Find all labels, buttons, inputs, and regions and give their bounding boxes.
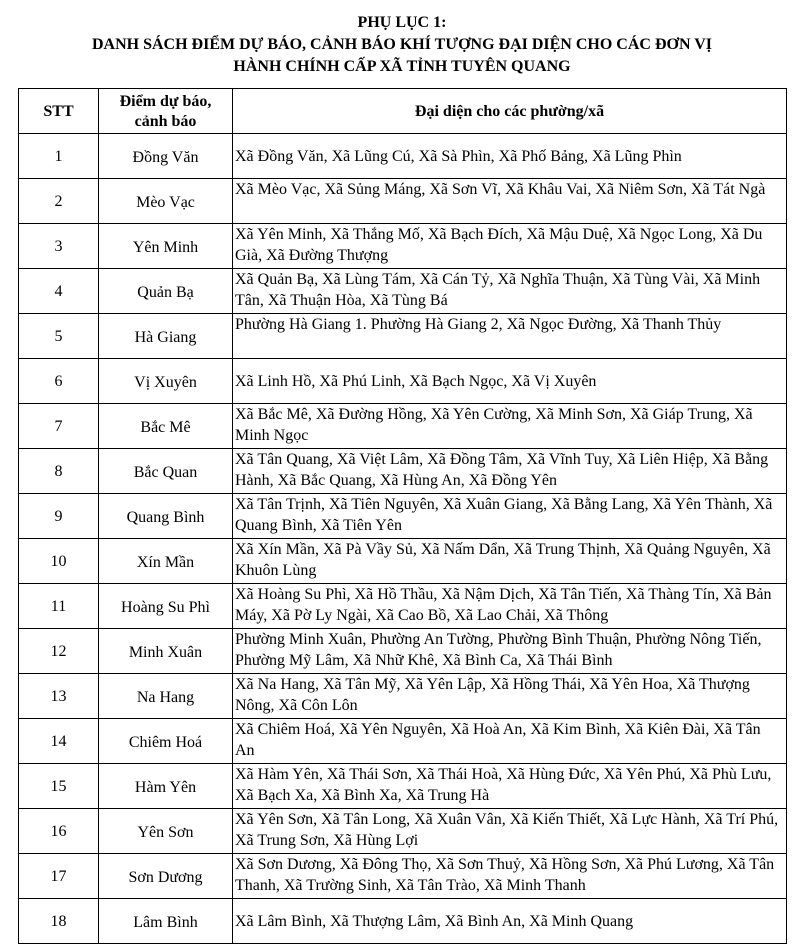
cell-represent: Xã Yên Sơn, Xã Tân Long, Xã Xuân Vân, Xã Kiến Thiết, Xã Lực Hành, Xã Trí Phú, Xã Trung Sơn, Xã Hùng Lợi xyxy=(233,809,787,854)
cell-forecast-point: Bắc Quan xyxy=(99,449,233,494)
cell-forecast-point: Quản Bạ xyxy=(99,269,233,314)
title-line-3: HÀNH CHÍNH CẤP XÃ TỈNH TUYÊN QUANG xyxy=(233,58,571,75)
cell-represent: Xã Sơn Dương, Xã Đông Thọ, Xã Sơn Thuỷ, Xã Hồng Sơn, Xã Phú Lương, Xã Tân Thanh, Xã Trường Sinh, Xã Tân Trào, Xã Minh Thanh xyxy=(233,854,787,899)
cell-forecast-point: Đồng Văn xyxy=(99,134,233,179)
table-row xyxy=(19,314,787,359)
cell-forecast-point: Yên Sơn xyxy=(99,809,233,854)
appendix-label: PHỤ LỤC 1: xyxy=(357,14,447,31)
cell-stt: 5 xyxy=(19,314,99,359)
table-row xyxy=(19,674,787,719)
cell-stt: 9 xyxy=(19,494,99,539)
title-line-2: DANH SÁCH ĐIỂM DỰ BÁO, CẢNH BÁO KHÍ TƯỢNG ĐẠI DIỆN CHO CÁC ĐƠN VỊ xyxy=(91,36,713,53)
cell-stt: 7 xyxy=(19,404,99,449)
cell-forecast-point: Quang Bình xyxy=(99,494,233,539)
cell-represent: Xã Na Hang, Xã Tân Mỹ, Xã Yên Lập, Xã Hồng Thái, Xã Yên Hoa, Xã Thượng Nông, Xã Côn Lôn xyxy=(233,674,787,719)
cell-stt: 3 xyxy=(19,224,99,269)
cell-stt: 14 xyxy=(19,719,99,764)
cell-stt: 6 xyxy=(19,359,99,404)
cell-represent: Xã Linh Hồ, Xã Phú Linh, Xã Bạch Ngọc, Xã Vị Xuyên xyxy=(233,359,787,404)
table-row xyxy=(19,899,787,944)
cell-forecast-point: Yên Minh xyxy=(99,224,233,269)
table-row xyxy=(19,134,787,179)
table-row xyxy=(19,224,787,269)
cell-represent: Xã Bắc Mê, Xã Đường Hồng, Xã Yên Cường, Xã Minh Sơn, Xã Giáp Trung, Xã Minh Ngọc xyxy=(233,404,787,449)
cell-forecast-point: Mèo Vạc xyxy=(99,179,233,224)
cell-stt: 17 xyxy=(19,854,99,899)
cell-stt: 2 xyxy=(19,179,99,224)
cell-forecast-point: Hà Giang xyxy=(99,314,233,359)
table-header-row xyxy=(19,89,787,134)
cell-stt: 1 xyxy=(19,134,99,179)
table-row xyxy=(19,269,787,314)
cell-forecast-point: Chiêm Hoá xyxy=(99,719,233,764)
cell-stt: 15 xyxy=(19,764,99,809)
cell-represent: Xã Mèo Vạc, Xã Sủng Máng, Xã Sơn Vĩ, Xã Khâu Vai, Xã Niêm Sơn, Xã Tát Ngà xyxy=(233,179,787,224)
cell-represent: Xã Lâm Bình, Xã Thượng Lâm, Xã Bình An, Xã Minh Quang xyxy=(233,899,787,944)
cell-stt: 8 xyxy=(19,449,99,494)
table-row xyxy=(19,584,787,629)
table-row xyxy=(19,449,787,494)
cell-represent: Xã Đồng Văn, Xã Lũng Cú, Xã Sà Phìn, Xã Phố Bảng, Xã Lũng Phìn xyxy=(233,134,787,179)
cell-forecast-point: Lâm Bình xyxy=(99,899,233,944)
cell-forecast-point: Hoàng Su Phì xyxy=(99,584,233,629)
cell-stt: 16 xyxy=(19,809,99,854)
table-row xyxy=(19,854,787,899)
header-represent: Đại diện cho các phường/xã xyxy=(233,89,787,134)
cell-stt: 12 xyxy=(19,629,99,674)
header-forecast-point-line2: cảnh báo xyxy=(134,113,197,130)
cell-represent: Xã Yên Minh, Xã Thắng Mố, Xã Bạch Đích, Xã Mậu Duệ, Xã Ngọc Long, Xã Du Già, Xã Đường Thượng xyxy=(233,224,787,269)
cell-represent: Xã Quản Bạ, Xã Lùng Tám, Xã Cán Tỷ, Xã Nghĩa Thuận, Xã Tùng Vài, Xã Minh Tân, Xã Thuận Hòa, Xã Tùng Bá xyxy=(233,269,787,314)
cell-represent: Xã Xín Mần, Xã Pà Vầy Sủ, Xã Nấm Dẩn, Xã Trung Thịnh, Xã Quảng Nguyên, Xã Khuôn Lùng xyxy=(233,539,787,584)
cell-represent: Xã Tân Trịnh, Xã Tiên Nguyên, Xã Xuân Giang, Xã Bằng Lang, Xã Yên Thành, Xã Quang Bình, Xã Tiên Yên xyxy=(233,494,787,539)
cell-represent: Xã Hoàng Su Phì, Xã Hồ Thầu, Xã Nậm Dịch, Xã Tân Tiến, Xã Thàng Tín, Xã Bản Máy, Xã Pờ Ly Ngài, Xã Cao Bồ, Xã Lao Chải, Xã Thông xyxy=(233,584,787,629)
cell-represent: Xã Chiêm Hoá, Xã Yên Nguyên, Xã Hoà An, Xã Kim Bình, Xã Kiên Đài, Xã Tân An xyxy=(233,719,787,764)
header-forecast-point xyxy=(99,89,233,134)
document-title xyxy=(0,0,804,78)
table-row xyxy=(19,494,787,539)
forecast-points-table xyxy=(18,88,787,944)
header-forecast-point-line1: Điểm dự báo, xyxy=(119,93,212,110)
cell-forecast-point: Xín Mần xyxy=(99,539,233,584)
cell-forecast-point: Minh Xuân xyxy=(99,629,233,674)
cell-represent: Phường Hà Giang 1. Phường Hà Giang 2, Xã Ngọc Đường, Xã Thanh Thủy xyxy=(233,314,787,359)
table-row xyxy=(19,539,787,584)
cell-stt: 18 xyxy=(19,899,99,944)
cell-represent: Phường Minh Xuân, Phường An Tường, Phường Bình Thuận, Phường Nông Tiến, Phường Mỹ Lâm, Xã Nhữ Khê, Xã Bình Ca, Xã Thái Bình xyxy=(233,629,787,674)
cell-forecast-point: Hàm Yên xyxy=(99,764,233,809)
cell-represent: Xã Tân Quang, Xã Việt Lâm, Xã Đồng Tâm, Xã Vĩnh Tuy, Xã Liên Hiệp, Xã Bằng Hành, Xã Bắc Quang, Xã Hùng An, Xã Đồng Yên xyxy=(233,449,787,494)
table-row xyxy=(19,764,787,809)
cell-stt: 10 xyxy=(19,539,99,584)
table-row xyxy=(19,179,787,224)
cell-stt: 11 xyxy=(19,584,99,629)
cell-forecast-point: Na Hang xyxy=(99,674,233,719)
cell-forecast-point: Sơn Dương xyxy=(99,854,233,899)
table-row xyxy=(19,719,787,764)
cell-stt: 4 xyxy=(19,269,99,314)
cell-represent: Xã Hàm Yên, Xã Thái Sơn, Xã Thái Hoà, Xã Hùng Đức, Xã Yên Phú, Xã Phù Lưu, Xã Bạch Xa, Xã Bình Xa, Xã Trung Hà xyxy=(233,764,787,809)
table-row xyxy=(19,629,787,674)
table-row xyxy=(19,404,787,449)
cell-forecast-point: Vị Xuyên xyxy=(99,359,233,404)
cell-forecast-point: Bắc Mê xyxy=(99,404,233,449)
table-row xyxy=(19,809,787,854)
header-stt: STT xyxy=(19,89,99,134)
table-row xyxy=(19,359,787,404)
cell-stt: 13 xyxy=(19,674,99,719)
